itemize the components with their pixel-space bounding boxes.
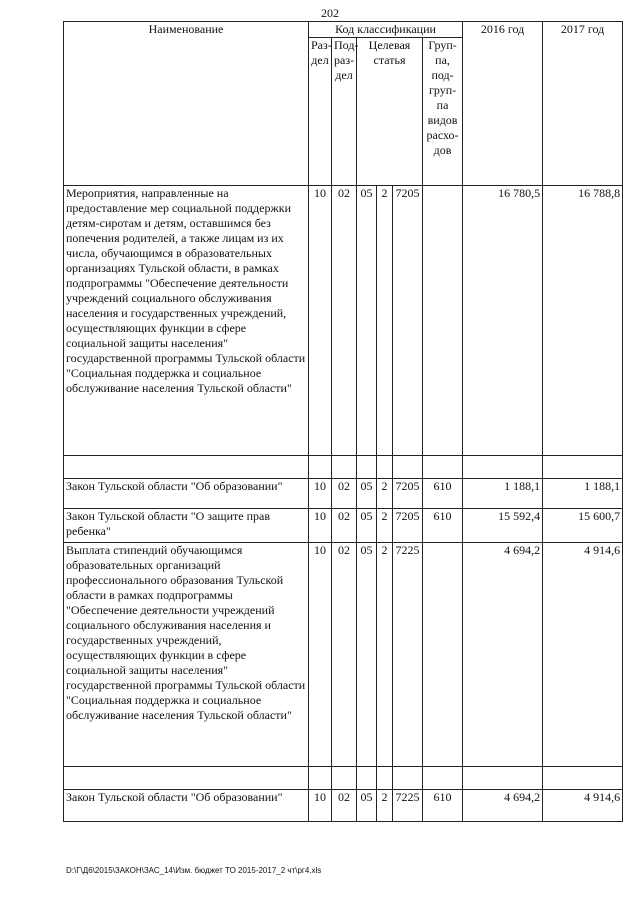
page-number: 202: [321, 6, 339, 20]
row-group: 610: [423, 479, 463, 509]
footer-file-path: D:\Г\Д6\2015\ЗАКОН\ЗАС_14\Изм. бюджет ТО 2015-2017_2 чт\рг4.xls: [66, 866, 322, 875]
row-group: 610: [423, 509, 463, 543]
table-row: [64, 479, 623, 509]
row-group: [423, 543, 463, 767]
row-target-2: 2: [377, 790, 393, 822]
table-row: [64, 509, 623, 543]
row-target-3: 7205: [393, 479, 423, 509]
row-target-3: 7205: [393, 186, 423, 456]
row-section: 10: [309, 543, 332, 767]
header-name: Наименование: [64, 22, 309, 186]
header-code-group: Код классификации: [309, 22, 463, 38]
row-amount-2016: 4 694,2: [463, 790, 543, 822]
header-year-2017: 2017 год: [543, 22, 623, 186]
row-target-2: 2: [377, 543, 393, 767]
row-subsection: 02: [332, 790, 357, 822]
row-group: 610: [423, 790, 463, 822]
row-amount-2017: 4 914,6: [543, 790, 623, 822]
row-target-1: 05: [357, 790, 377, 822]
header-target-article: Целевая статья: [357, 38, 423, 186]
row-target-3: 7205: [393, 509, 423, 543]
table-row: [64, 790, 623, 822]
row-subsection: 02: [332, 543, 357, 767]
row-target-2: 2: [377, 479, 393, 509]
row-group: [423, 186, 463, 456]
budget-table: [63, 21, 623, 822]
row-target-2: 2: [377, 186, 393, 456]
row-amount-2017: 4 914,6: [543, 543, 623, 767]
row-section: 10: [309, 186, 332, 456]
row-target-3: 7225: [393, 543, 423, 767]
row-name: Закон Тульской области "О защите прав ребенка": [64, 509, 309, 543]
table-row: [64, 186, 623, 456]
row-name: Выплата стипендий обучающимся образовательных организаций профессионального образования Тульской области в рамках подпрограммы "Обеспечение деятельности учреждений социального обслуживания населения и государственных учреждений, осуществляющих функции в сфере социальной защиты населения" государственной программы Тульской области "Социальная поддержка и социальное обслуживание населения Тульской области": [64, 543, 309, 767]
row-target-3: 7225: [393, 790, 423, 822]
table-row: [64, 543, 623, 767]
row-amount-2016: 16 780,5: [463, 186, 543, 456]
row-amount-2017: 1 188,1: [543, 479, 623, 509]
row-amount-2016: 1 188,1: [463, 479, 543, 509]
header-section: Раз-дел: [309, 38, 332, 186]
row-amount-2017: 15 600,7: [543, 509, 623, 543]
row-name: Закон Тульской области "Об образовании": [64, 479, 309, 509]
row-section: 10: [309, 509, 332, 543]
row-amount-2016: 4 694,2: [463, 543, 543, 767]
row-target-1: 05: [357, 479, 377, 509]
row-amount-2017: 16 788,8: [543, 186, 623, 456]
header-year-2016: 2016 год: [463, 22, 543, 186]
row-name: Закон Тульской области "Об образовании": [64, 790, 309, 822]
row-section: 10: [309, 790, 332, 822]
row-target-1: 05: [357, 543, 377, 767]
header-subsection: Под-раз-дел: [332, 38, 357, 186]
row-subsection: 02: [332, 509, 357, 543]
row-subsection: 02: [332, 186, 357, 456]
row-name: Мероприятия, направленные на предоставление мер социальной поддержки детям-сиротам и детям, оставшимся без попечения родителей, а также лицам из их числа, обучающимся в образовательных организациях Тульской области, в рамках подпрограммы "Обеспечение деятельности учреждений социального обслуживания населения и государственных учреждений, осуществляющих функции в сфере социальной защиты населения" государственной программы Тульской области "Социальная поддержка и социальное обслуживание населения Тульской области": [64, 186, 309, 456]
row-section: 10: [309, 479, 332, 509]
row-target-1: 05: [357, 186, 377, 456]
row-target-1: 05: [357, 509, 377, 543]
row-amount-2016: 15 592,4: [463, 509, 543, 543]
row-target-2: 2: [377, 509, 393, 543]
row-subsection: 02: [332, 479, 357, 509]
header-expense-group: Груп-па, под-груп-па видов расхо-дов: [423, 38, 463, 186]
